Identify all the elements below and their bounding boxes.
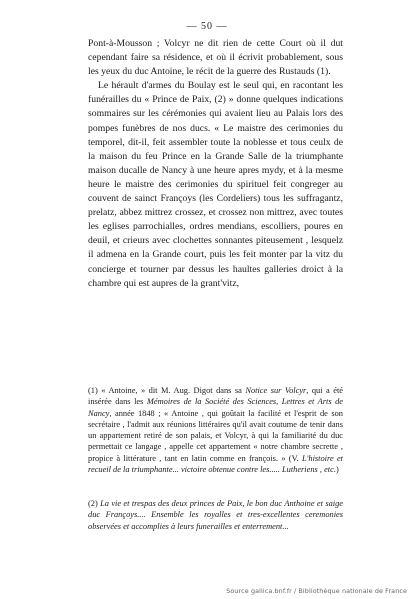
fn1-title-notice: Notice sur Volcyr (245, 386, 307, 395)
source-attribution: Source gallica.bnf.fr / Bibliothèque nationale de France (226, 587, 407, 595)
footnote-2 (88, 498, 343, 532)
page-number: — 50 — (186, 21, 228, 32)
footnote-1-text (88, 385, 343, 475)
paragraph-1: Pont-à-Mousson ; Volcyr ne dit rien de cette Court où il dut cependant faire sa résidence, et où il écrivit probablement, sous les yeux du duc Antoine, le récit de la guerre des Rustauds (1). (88, 38, 343, 78)
fn2-title: La vie et trespas des deux princes de Paix, le bon duc Anthoine et saige duc Françoys.... Ensemble les royalles et tres-excellentes ceremonies observées et accomplies à leurs funerailles et enterrement... (88, 499, 343, 531)
fn1-title-memoires: Mémoires de la Société des Sciences, Lettres et Arts de Nancy (88, 397, 343, 418)
main-text (88, 37, 343, 291)
fn2-lead: (2) (88, 499, 101, 508)
paragraph-2: Le hérault d'armes du Boulay est le seul qui, en racontant les funérailles du « Prince de Paix, (2) » donne quelques indications sommaires sur les cérémonies qui avaient lieu au Palais lors des pompes funèbres de nos ducs. « Le maistre des cerimonies du temporel, dit-il, feit assembler toute la noblesse et tous ceulx de la maison du feu Prince en la Grande Salle de la triumphante maison ducalle de Nancy à une heure apres mydy, et à la mesme heure le maistre des cerimonies du spirituel feit congreger au couvent de sainct Françoys (les Cordeliers) tous les suffragantz, prelatz, abbez mittrez crossez, et crossez non mittrez, avec toutes les eglises parrochialles, ordres mendians, escolliers, poures en deuil, et crieurs avec clochettes sonnantes piteusement , lesquelz il admena en la Grande court, puis les feit monter par la vitz du concierge et tourner par dessus les haultes galleries droict à la chambre qui est aupres de la grant'vitz, (88, 80, 343, 289)
footnote-1 (88, 385, 343, 475)
fn1-mid2: , année 1848 ; « Antoine , qui goûtait la facilité et l'esprit de son secrétaire , l'admit aux réunions littéraires qu'il avait coutume de tenir dans un appartement retiré de son palais, et Volcyr, à qui la familiarité du duc permettait ce langage , appelle cet appartement « notre chambre secrette , propice à littérature , tant en latin comme en françois. » (V. (88, 408, 343, 463)
fn1-end: ) (335, 465, 339, 475)
fn1-mid1: , qui a été insérée dans les (88, 386, 344, 407)
footnote-2-text (88, 498, 343, 532)
fn1-title-histoire: L'histoire et recueil de la triumphante... victoire obtenue contre les..... Lutheriens , etc. (88, 453, 343, 475)
fn1-lead: (1) « Antoine, » dit M. Aug. Digot dans sa (88, 386, 246, 395)
